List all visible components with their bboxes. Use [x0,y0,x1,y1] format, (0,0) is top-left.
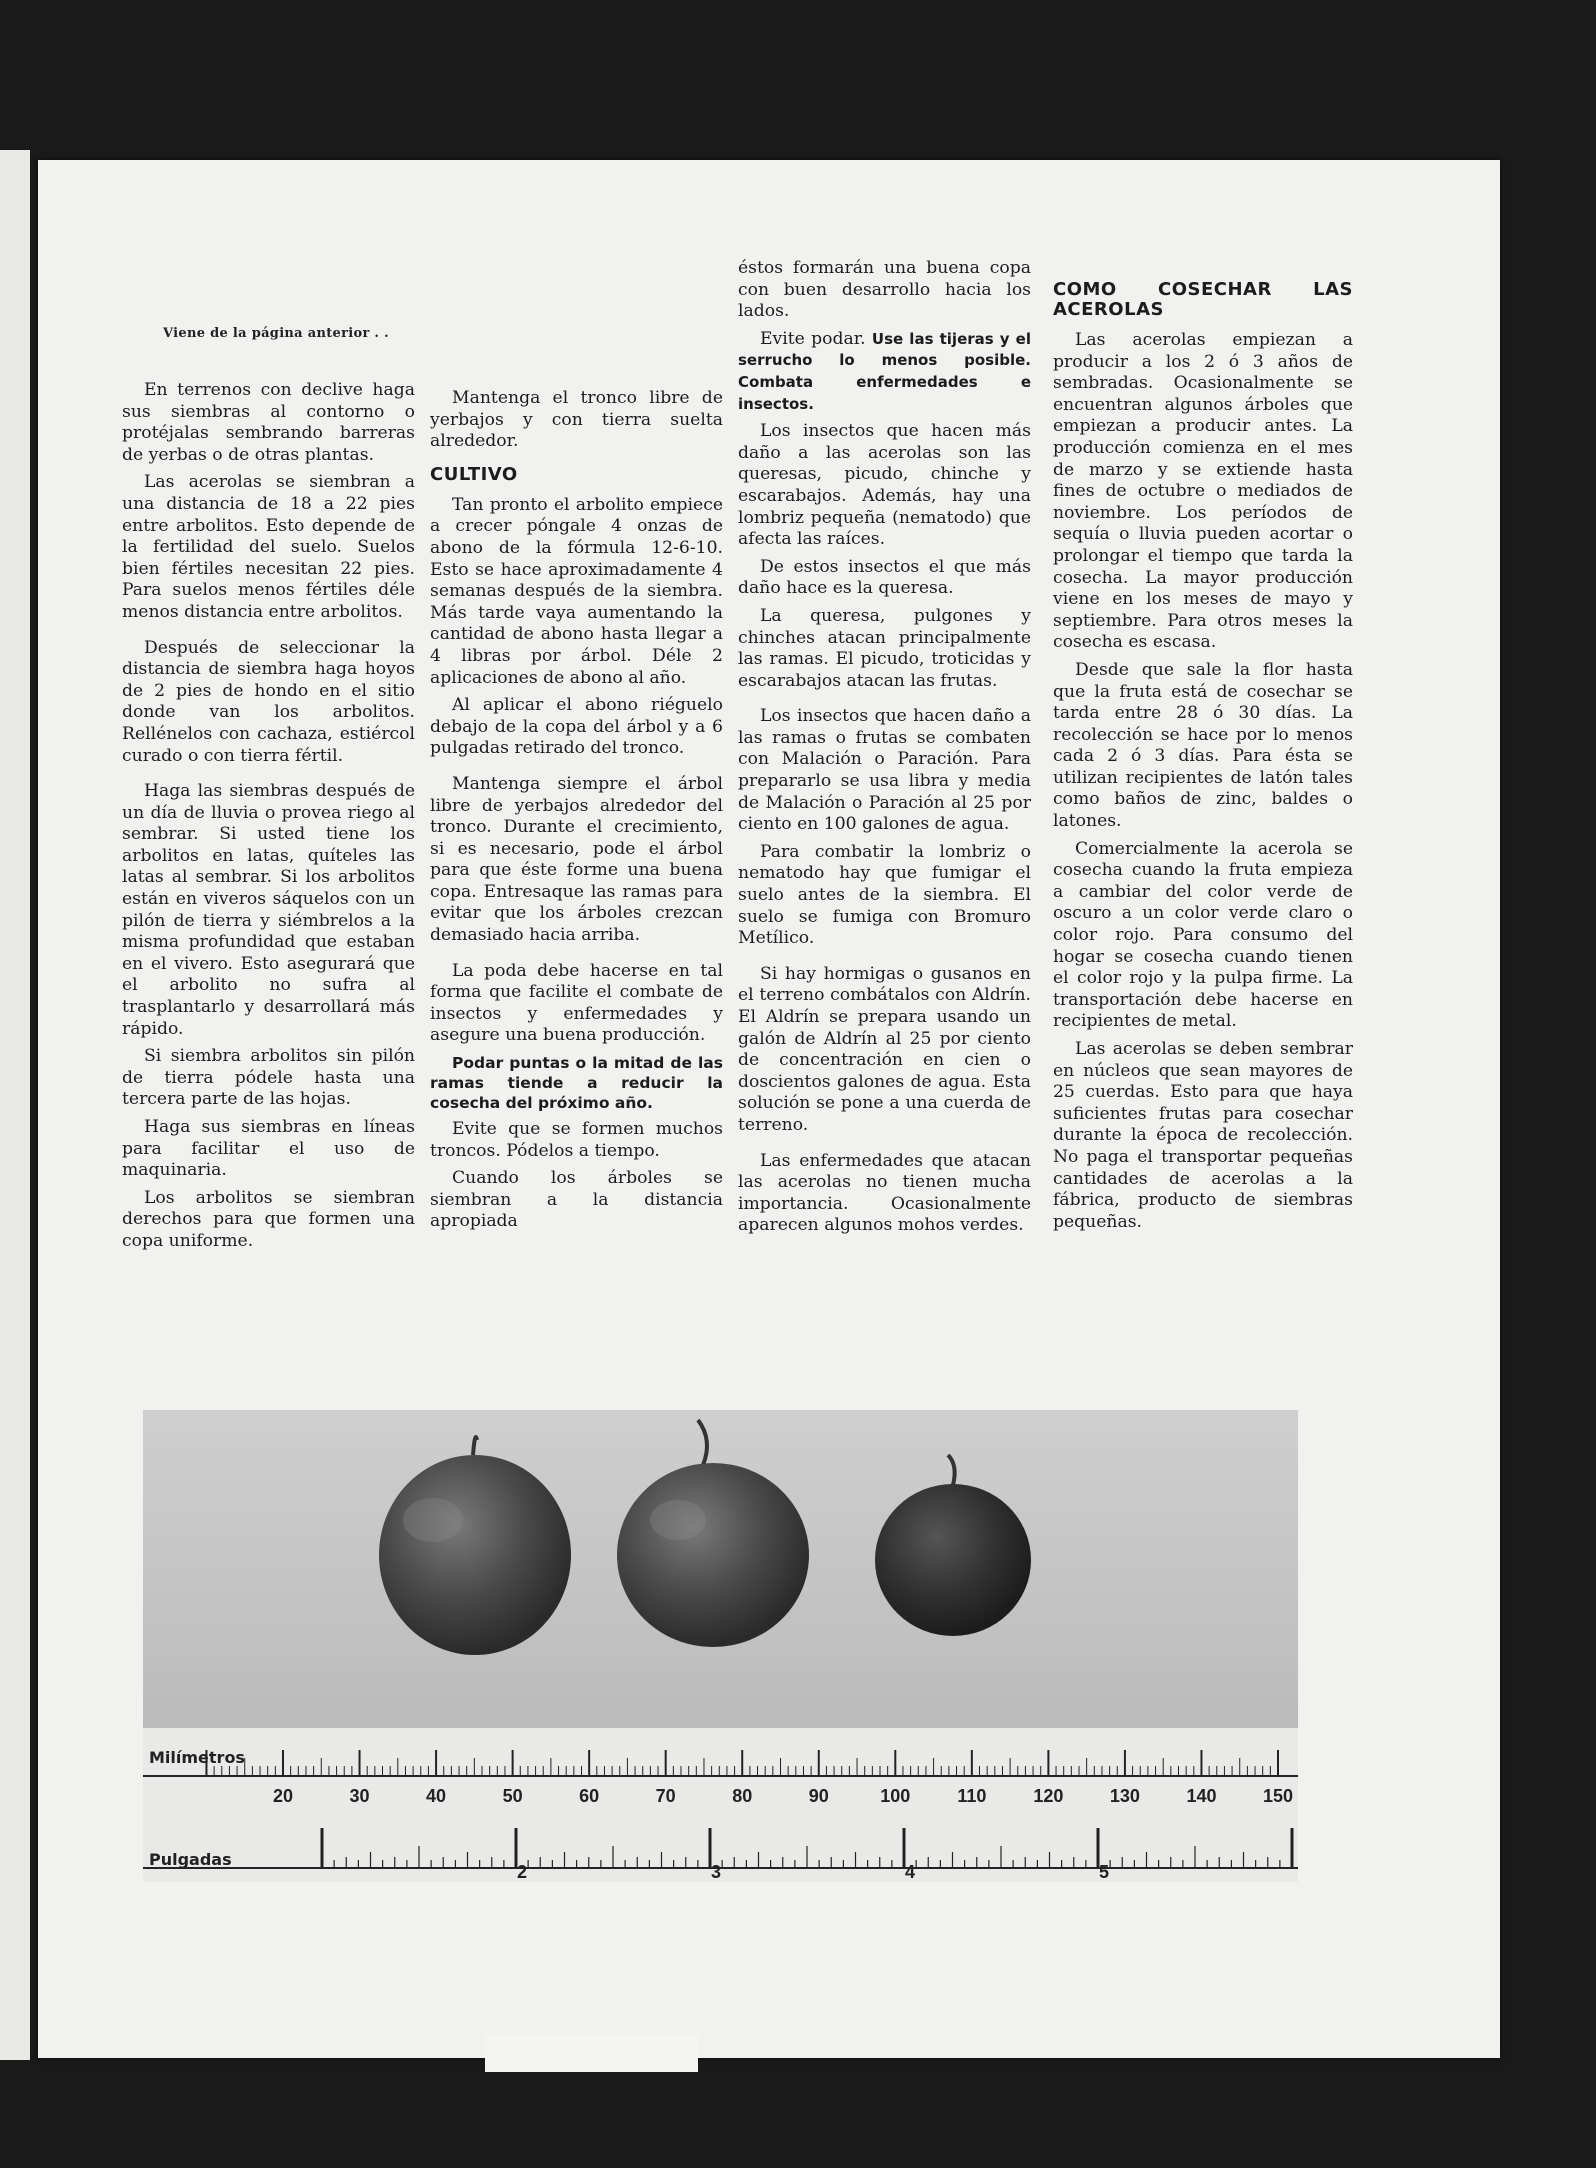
ruler-mm-number: 150 [1262,1786,1294,1806]
acerola-fruit-2 [617,1420,809,1647]
paragraph: Las acerolas se siembran a una distancia de 18 a 22 pies entre arbolitos. Esto depende de la fertilidad del suelo. Suelos bien fértiles necesitan 22 pies. Para suelos menos fértiles déle menos distancia entre arbolitos. [122,472,415,622]
ruler-mm-number: 20 [272,1786,294,1806]
ruler-mm-number: 70 [655,1786,676,1806]
ruler-scale [143,1728,1298,1882]
section-heading-cultivo: CULTIVO [430,463,518,485]
fruit-illustration [143,1410,1298,1728]
paragraph: Tan pronto el arbolito empiece a crecer póngale 4 onzas de abono de la fórmula 12-6-10. Esto se hace aproximadamente 4 semanas después de la siembra. Más tarde vaya aumentando la cantidad de abono hasta llegar a 4 libras por árbol. Déle 2 aplicaciones de abono al año. [430,494,723,688]
section-heading-cosechar: COMO COSECHAR LAS ACEROLAS [1053,279,1353,320]
bold-run: Use las tijeras y el serrucho lo menos posible. Combata enfermedades e insectos. [738,329,1031,413]
ruler-mm-number: 130 [1109,1786,1140,1806]
paragraph: Después de seleccionar la distancia de siembra haga hoyos de 2 pies de hondo en el sitio donde van los arbolitos. Rellénelos con cachaza, estiércol curado o con tierra fértil. [122,637,415,766]
paragraph: Si siembra arbolitos sin pilón de tierra pódele hasta una tercera parte de las hojas. [122,1046,415,1110]
ruler-mm-number: 30 [349,1786,370,1806]
ruler-mm-number: 110 [957,1786,987,1806]
column-1 [122,380,415,1259]
continued-note: Viene de la página anterior . . [163,326,389,341]
paragraph: La poda debe hacerse en tal forma que facilite el combate de insectos y enfermedades y asegure una buena producción. [430,960,723,1046]
ruler-mm-number: 50 [502,1786,523,1806]
ruler [143,1728,1298,1882]
text-run: Evite podar. [760,328,872,349]
paragraph: Si hay hormigas o gusanos en el terreno combátalos con Aldrín. El Aldrín se prepara usando un galón de Aldrín al 25 por ciento de concentración en cien o doscientos galones de agua. Esta solución se pone a una cuerda de terreno. [738,963,1031,1135]
ruler-inch-number: 4 [904,1862,916,1882]
acerola-fruit-1 [379,1437,571,1655]
column-3 [738,258,1031,1243]
paragraph [738,329,1031,415]
ruler-inch-number: 3 [710,1862,722,1882]
paragraph: Las enfermedades que atacan las acerolas no tienen mucha importancia. Ocasionalmente aparecen algunos mohos verdes. [738,1150,1031,1236]
ruler-mm-label: Milímetros [149,1748,245,1767]
paragraph: En terrenos con declive haga sus siembras al contorno o protéjalas sembrando barreras de yerbas o de otras plantas. [122,380,415,465]
paragraph: Los insectos que hacen daño a las ramas o frutas se combaten con Malación o Paración. Para prepararlo se usa libra y media de Malación o Paración al 25 por ciento en 100 galones de agua. [738,706,1031,835]
ruler-mm-number: 100 [880,1786,911,1806]
book-spine-edge [0,150,30,2060]
paragraph: De estos insectos el que más daño hace es la queresa. [738,556,1031,599]
paragraph: Comercialmente la acerola se cosecha cuando la fruta empieza a cambiar del color verde de oscuro a un color verde claro o color rojo. Para consumo del hogar se cosecha cuando tienen el color rojo y la pulpa firme. La transportación debe hacerse en recipientes de metal. [1053,838,1353,1032]
paragraph: Las acerolas empiezan a producir a los 2 ó 3 años de sembradas. Ocasionalmente se encuentran algunos árboles que empiezan a producir antes. La producción comienza en el mes de marzo y se extiende hasta fines de octubre o mediados de noviembre. Los períodos de sequía o lluvia pueden acortar o prolongar el tiempo que tarda la cosecha. La mayor producción viene en los meses de mayo y septiembre. Para otros meses la cosecha es escasa. [1053,330,1353,653]
column-4 [1053,276,1353,1239]
paragraph: Desde que sale la flor hasta que la fruta está de cosechar se tarda entre 28 ó 30 días. La recolección se hace por lo menos cada 2 ó 3 días. Para ésta se utilizan recipientes de latón tales como baños de zinc, baldes o latones. [1053,659,1353,832]
paragraph: Evite que se formen muchos troncos. Pódelos a tiempo. [430,1119,723,1161]
ruler-mm-number: 120 [1033,1786,1064,1806]
paragraph: Para combatir la lombriz o nematodo hay que fumigar el suelo antes de la siembra. El suelo se fumiga con Bromuro Metílico. [738,841,1031,949]
bold-tip: Podar puntas o la mitad de las ramas tiende a reducir la cosecha del próximo año. [430,1054,723,1113]
ruler-inch-label: Pulgadas [149,1850,232,1869]
ruler-inch-number: 5 [1098,1862,1110,1882]
ruler-mm-number: 140 [1186,1786,1217,1806]
page-tab [485,2034,698,2072]
ruler-mm-number: 60 [579,1786,600,1806]
acerola-photo [143,1410,1298,1882]
ruler-mm-number: 40 [426,1786,447,1806]
column-2 [430,388,723,1239]
paragraph: Los arbolitos se siembran derechos para que formen una copa uniforme. [122,1187,415,1251]
paragraph: Al aplicar el abono riéguelo debajo de la copa del árbol y a 6 pulgadas retirado del tronco. [430,695,723,759]
paragraph: Mantenga el tronco libre de yerbajos y con tierra suelta alrededor. [430,388,723,452]
paragraph: La queresa, pulgones y chinches atacan principalmente las ramas. El picudo, troticidas y escarabajos atacan las frutas. [738,605,1031,691]
ruler-mm-number: 90 [808,1786,829,1806]
paragraph: Las acerolas se deben sembrar en núcleos que sean mayores de 25 cuerdas. Esto para que haya suficientes frutas para cosechar durante la época de recolección. No paga el transportar pequeñas cantidades de acerolas a la fábrica, producto de siembras pequeñas. [1053,1039,1353,1232]
paragraph: Mantenga siempre el árbol libre de yerbajos alrededor del tronco. Durante el crecimiento, si es necesario, pode el árbol para que éste forme una buena copa. Entresaque las ramas para evitar que los árboles crezcan demasiado hacia arriba. [430,773,723,946]
paragraph: Los insectos que hacen más daño a las acerolas son las queresas, picudo, chinche y escarabajos. Además, hay una lombriz pequeña (nematodo) que afecta las raíces. [738,421,1031,550]
paragraph: éstos formarán una buena copa con buen desarrollo hacia los lados. [738,258,1031,322]
paragraph: Haga las siembras después de un día de lluvia o provea riego al sembrar. Si usted tiene los arbolitos en latas, quíteles las latas al sembrar. Si los arbolitos están en viveros sáquelos con un pilón de tierra y siémbrelos a la misma profundidad que estaban en el vivero. Esto asegurará que el arbolito no sufra al trasplantarlo y desarrollará más rápido. [122,781,415,1039]
paragraph: Haga sus siembras en líneas para facilitar el uso de maquinaria. [122,1117,415,1181]
paragraph: Cuando los árboles se siembran a la distancia apropiada [430,1168,723,1232]
ruler-mm-number: 80 [732,1786,753,1806]
ruler-inch-number: 2 [516,1862,528,1882]
acerola-fruit-3 [875,1455,1031,1636]
